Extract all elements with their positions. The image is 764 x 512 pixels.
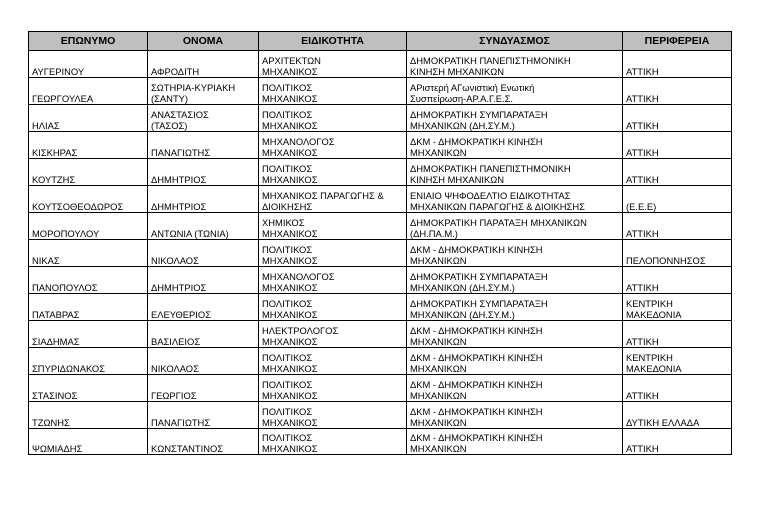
table-row bbox=[29, 213, 732, 240]
table-row bbox=[29, 51, 732, 78]
name-cell bbox=[148, 402, 259, 429]
coalition-cell-line: ΚΙΝΗΣΗ ΜΗΧΑΝΙΚΩΝ bbox=[410, 173, 505, 185]
coalition-cell-line: ΜΗΧΑΝΙΚΩΝ bbox=[410, 335, 467, 347]
table-row bbox=[29, 375, 732, 402]
specialty-cell-line: ΠΟΛΙΤΙΚΟΣ bbox=[262, 108, 313, 120]
region-cell-line: ΑΤΤΙΚΗ bbox=[626, 119, 659, 131]
specialty-cell bbox=[259, 267, 407, 294]
header-region: ΠΕΡΙΦΕΡΕΙΑ bbox=[623, 32, 732, 51]
specialty-cell-line: ΜΗΧΑΝΙΚΟΣ bbox=[262, 442, 318, 454]
specialty-cell bbox=[259, 294, 407, 321]
region-cell bbox=[623, 294, 732, 321]
table-row bbox=[29, 78, 732, 105]
surname-cell: ΣΠΥΡΙΔΩΝΑΚΟΣ bbox=[29, 348, 148, 375]
specialty-cell-line: ΠΟΛΙΤΙΚΟΣ bbox=[262, 378, 313, 390]
name-cell bbox=[148, 105, 259, 132]
region-cell bbox=[623, 186, 732, 213]
region-cell-line: ΜΑΚΕΔΟΝΙΑ bbox=[626, 308, 682, 320]
specialty-cell bbox=[259, 429, 407, 455]
coalition-cell-line: ΔΚΜ - ΔΗΜΟΚΡΑΤΙΚΗ ΚΙΝΗΣΗ bbox=[410, 431, 543, 443]
surname-cell: ΣΙΑΔΗΜΑΣ bbox=[29, 321, 148, 348]
coalition-cell-line: ΔΗΜΟΚΡΑΤΙΚΗ ΠΑΡΑΤΑΞΗ ΜΗΧΑΝΙΚΩΝ bbox=[410, 216, 587, 228]
specialty-cell-line: ΜΗΧΑΝΙΚΟΣ bbox=[262, 254, 318, 266]
surname-cell: ΠΑΤΑΒΡΑΣ bbox=[29, 294, 148, 321]
coalition-cell-line: ΔΗΜΟΚΡΑΤΙΚΗ ΠΑΝΕΠΙΣΤΗΜΟΝΙΚΗ bbox=[410, 162, 571, 174]
coalition-cell-line: (ΔΗ.ΠΑ.Μ.) bbox=[410, 227, 458, 239]
region-cell-line: ΑΤΤΙΚΗ bbox=[626, 227, 659, 239]
coalition-cell-line: ΑΡιστερή ΑΓωνιστική Ενωτική bbox=[410, 81, 535, 93]
coalition-cell bbox=[407, 105, 623, 132]
region-cell-line: ΑΤΤΙΚΗ bbox=[626, 281, 659, 293]
region-cell-line: ΑΤΤΙΚΗ bbox=[626, 92, 659, 104]
surname-cell: ΑΥΓΕΡΙΝΟΥ bbox=[29, 51, 148, 78]
region-cell bbox=[623, 348, 732, 375]
specialty-cell-line: ΠΟΛΙΤΙΚΟΣ bbox=[262, 81, 313, 93]
specialty-cell-line: ΠΟΛΙΤΙΚΟΣ bbox=[262, 405, 313, 417]
name-cell-line: ΕΛΕΥΘΕΡΙΟΣ bbox=[151, 308, 211, 320]
specialty-cell bbox=[259, 105, 407, 132]
region-cell bbox=[623, 213, 732, 240]
coalition-cell-line: ΜΗΧΑΝΙΚΩΝ (ΔΗ.ΣΥ.Μ.) bbox=[410, 308, 515, 320]
specialty-cell-line: ΜΗΧΑΝΙΚΟΣ bbox=[262, 335, 318, 347]
specialty-cell-line: ΧΗΜΙΚΟΣ bbox=[262, 216, 305, 228]
coalition-cell-line: ΔΚΜ - ΔΗΜΟΚΡΑΤΙΚΗ ΚΙΝΗΣΗ bbox=[410, 243, 543, 255]
table-row bbox=[29, 294, 732, 321]
table-row bbox=[29, 429, 732, 455]
coalition-cell-line: ΜΗΧΑΝΙΚΩΝ bbox=[410, 146, 467, 158]
region-cell bbox=[623, 375, 732, 402]
header-name: ΟΝΟΜΑ bbox=[148, 32, 259, 51]
region-cell-line: ΑΤΤΙΚΗ bbox=[626, 65, 659, 77]
name-cell-line: ΔΗΜΗΤΡΙΟΣ bbox=[151, 200, 207, 212]
coalition-cell-line: ΜΗΧΑΝΙΚΩΝ bbox=[410, 442, 467, 454]
table-row bbox=[29, 267, 732, 294]
coalition-cell-line: ΜΗΧΑΝΙΚΩΝ bbox=[410, 416, 467, 428]
specialty-cell-line: ΜΗΧΑΝΙΚΟΣ bbox=[262, 281, 318, 293]
name-cell bbox=[148, 348, 259, 375]
name-cell-line: ΝΙΚΟΛΑΟΣ bbox=[151, 254, 199, 266]
surname-cell: ΚΟΥΤΣΟΘΕΟΔΩΡΟΣ bbox=[29, 186, 148, 213]
region-cell bbox=[623, 240, 732, 267]
region-cell-line: ΑΤΤΙΚΗ bbox=[626, 442, 659, 454]
surname-cell: ΝΙΚΑΣ bbox=[29, 240, 148, 267]
name-cell-line: ΑΝΑΣΤΑΣΙΟΣ bbox=[151, 108, 209, 120]
coalition-cell-line: ΔΚΜ - ΔΗΜΟΚΡΑΤΙΚΗ ΚΙΝΗΣΗ bbox=[410, 351, 543, 363]
table-body bbox=[29, 51, 732, 455]
specialty-cell-line: ΠΟΛΙΤΙΚΟΣ bbox=[262, 297, 313, 309]
table-row bbox=[29, 105, 732, 132]
coalition-cell-line: ΜΗΧΑΝΙΚΩΝ bbox=[410, 254, 467, 266]
coalition-cell-line: ΜΗΧΑΝΙΚΩΝ bbox=[410, 362, 467, 374]
specialty-cell bbox=[259, 321, 407, 348]
header-coalition: ΣΥΝΔΥΑΣΜΟΣ bbox=[407, 32, 623, 51]
coalition-cell-line: ΔΚΜ - ΔΗΜΟΚΡΑΤΙΚΗ ΚΙΝΗΣΗ bbox=[410, 378, 543, 390]
coalition-cell bbox=[407, 240, 623, 267]
region-cell-line: (Ε.Ε.Ε) bbox=[626, 200, 657, 212]
specialty-cell-line: ΠΟΛΙΤΙΚΟΣ bbox=[262, 431, 313, 443]
coalition-cell bbox=[407, 321, 623, 348]
specialty-cell-line: ΜΗΧΑΝΙΚΟΣ bbox=[262, 227, 318, 239]
coalition-cell-line: ΚΙΝΗΣΗ ΜΗΧΑΝΙΚΩΝ bbox=[410, 65, 505, 77]
coalition-cell-line: ΜΗΧΑΝΙΚΩΝ ΠΑΡΑΓΩΓΗΣ & ΔΙΟΙΚΗΣΗΣ bbox=[410, 200, 585, 212]
specialty-cell-line: ΔΙΟΙΚΗΣΗΣ bbox=[262, 200, 313, 212]
surname-cell: ΤΖΩΝΗΣ bbox=[29, 402, 148, 429]
specialty-cell-line: ΜΗΧΑΝΙΚΟΣ bbox=[262, 119, 318, 131]
name-cell-line: ΓΕΩΡΓΙΟΣ bbox=[151, 389, 197, 401]
coalition-cell-line: ΔΗΜΟΚΡΑΤΙΚΗ ΠΑΝΕΠΙΣΤΗΜΟΝΙΚΗ bbox=[410, 54, 571, 66]
specialty-cell-line: ΑΡΧΙΤΕΚΤΩΝ bbox=[262, 54, 321, 66]
region-cell-line: ΑΤΤΙΚΗ bbox=[626, 173, 659, 185]
specialty-cell bbox=[259, 213, 407, 240]
specialty-cell-line: ΜΗΧΑΝΟΛΟΓΟΣ bbox=[262, 135, 335, 147]
region-cell-line: ΑΤΤΙΚΗ bbox=[626, 389, 659, 401]
specialty-cell-line: ΜΗΧΑΝΙΚΟΣ bbox=[262, 308, 318, 320]
region-cell-line: ΔΥΤΙΚΗ ΕΛΛΑΔΑ bbox=[626, 416, 700, 428]
coalition-cell-line: ΔΚΜ - ΔΗΜΟΚΡΑΤΙΚΗ ΚΙΝΗΣΗ bbox=[410, 324, 543, 336]
specialty-cell bbox=[259, 348, 407, 375]
surname-cell: ΜΟΡΟΠΟΥΛΟΥ bbox=[29, 213, 148, 240]
specialty-cell bbox=[259, 159, 407, 186]
table-row bbox=[29, 402, 732, 429]
table-row bbox=[29, 240, 732, 267]
surname-cell: ΓΕΩΡΓΟΥΛΕΑ bbox=[29, 78, 148, 105]
name-cell-line: ΠΑΝΑΓΙΩΤΗΣ bbox=[151, 416, 211, 428]
header-surname: ΕΠΩΝΥΜΟ bbox=[29, 32, 148, 51]
name-cell bbox=[148, 186, 259, 213]
coalition-cell bbox=[407, 375, 623, 402]
coalition-cell bbox=[407, 348, 623, 375]
name-cell bbox=[148, 321, 259, 348]
region-cell-line: ΑΤΤΙΚΗ bbox=[626, 146, 659, 158]
name-cell bbox=[148, 78, 259, 105]
surname-cell: ΚΙΣΚΗΡΑΣ bbox=[29, 132, 148, 159]
coalition-cell-line: ΔΗΜΟΚΡΑΤΙΚΗ ΣΥΜΠΑΡΑΤΑΞΗ bbox=[410, 297, 548, 309]
coalition-cell bbox=[407, 213, 623, 240]
name-cell bbox=[148, 429, 259, 455]
name-cell bbox=[148, 240, 259, 267]
region-cell bbox=[623, 159, 732, 186]
coalition-cell-line: ΜΗΧΑΝΙΚΩΝ bbox=[410, 389, 467, 401]
name-cell-line: ΣΩΤΗΡΙΑ-ΚΥΡΙΑΚΗ bbox=[151, 81, 236, 93]
coalition-cell-line: ΕΝΙΑΙΟ ΨΗΦΟΔΕΛΤΙΟ ΕΙΔΙΚΟΤΗΤΑΣ bbox=[410, 189, 571, 201]
coalition-cell-line: ΜΗΧΑΝΙΚΩΝ (ΔΗ.ΣΥ.Μ.) bbox=[410, 281, 515, 293]
coalition-cell-line: ΔΗΜΟΚΡΑΤΙΚΗ ΣΥΜΠΑΡΑΤΑΞΗ bbox=[410, 108, 548, 120]
coalition-cell-line: ΔΗΜΟΚΡΑΤΙΚΗ ΣΥΜΠΑΡΑΤΑΞΗ bbox=[410, 270, 548, 282]
specialty-cell bbox=[259, 186, 407, 213]
region-cell bbox=[623, 267, 732, 294]
specialty-cell bbox=[259, 402, 407, 429]
surname-cell: ΨΩΜΙΑΔΗΣ bbox=[29, 429, 148, 455]
name-cell-line: ΔΗΜΗΤΡΙΟΣ bbox=[151, 173, 207, 185]
specialty-cell bbox=[259, 78, 407, 105]
table-row bbox=[29, 132, 732, 159]
table-row bbox=[29, 321, 732, 348]
specialty-cell-line: ΜΗΧΑΝΙΚΟΣ bbox=[262, 389, 318, 401]
header-row bbox=[29, 32, 732, 51]
specialty-cell-line: ΠΟΛΙΤΙΚΟΣ bbox=[262, 351, 313, 363]
table-row bbox=[29, 348, 732, 375]
coalition-cell-line: ΜΗΧΑΝΙΚΩΝ (ΔΗ.ΣΥ.Μ.) bbox=[410, 119, 515, 131]
region-cell bbox=[623, 51, 732, 78]
specialty-cell bbox=[259, 51, 407, 78]
surname-cell: ΚΟΥΤΖΗΣ bbox=[29, 159, 148, 186]
region-cell-line: ΚΕΝΤΡΙΚΗ bbox=[626, 297, 673, 309]
table-row bbox=[29, 186, 732, 213]
header-specialty: ΕΙΔΙΚΟΤΗΤΑ bbox=[259, 32, 407, 51]
specialty-cell bbox=[259, 240, 407, 267]
region-cell bbox=[623, 78, 732, 105]
surname-cell: ΠΑΝΟΠΟΥΛΟΣ bbox=[29, 267, 148, 294]
region-cell bbox=[623, 429, 732, 455]
region-cell-line: ΑΤΤΙΚΗ bbox=[626, 335, 659, 347]
specialty-cell-line: ΜΗΧΑΝΟΛΟΓΟΣ bbox=[262, 270, 335, 282]
region-cell bbox=[623, 132, 732, 159]
coalition-cell bbox=[407, 132, 623, 159]
coalition-cell bbox=[407, 78, 623, 105]
specialty-cell-line: ΜΗΧΑΝΙΚΟΣ bbox=[262, 416, 318, 428]
region-cell-line: ΠΕΛΟΠΟΝΝΗΣΟΣ bbox=[626, 254, 706, 266]
coalition-cell bbox=[407, 186, 623, 213]
region-cell-line: ΚΕΝΤΡΙΚΗ bbox=[626, 351, 673, 363]
specialty-cell-line: ΜΗΧΑΝΙΚΟΣ bbox=[262, 362, 318, 374]
name-cell bbox=[148, 159, 259, 186]
name-cell bbox=[148, 294, 259, 321]
name-cell-line: ΔΗΜΗΤΡΙΟΣ bbox=[151, 281, 207, 293]
table-row bbox=[29, 159, 732, 186]
coalition-cell-line: Συσπείρωση-ΑΡ.Α.Γ.Ε.Σ. bbox=[410, 92, 513, 104]
name-cell-line: ΑΦΡΟΔΙΤΗ bbox=[151, 65, 200, 77]
specialty-cell-line: ΜΗΧΑΝΙΚΟΣ bbox=[262, 65, 318, 77]
specialty-cell-line: ΜΗΧΑΝΙΚΟΣ ΠΑΡΑΓΩΓΗΣ & bbox=[262, 189, 384, 201]
region-cell bbox=[623, 105, 732, 132]
name-cell-line: ΒΑΣΙΛΕΙΟΣ bbox=[151, 335, 201, 347]
name-cell bbox=[148, 267, 259, 294]
name-cell-line: ΚΩΝΣΤΑΝΤΙΝΟΣ bbox=[151, 442, 224, 454]
name-cell-line: (ΣΑΝΤΥ) bbox=[151, 92, 189, 104]
specialty-cell bbox=[259, 132, 407, 159]
name-cell-line: ΑΝΤΩΝΙΑ (ΤΩΝΙΑ) bbox=[151, 227, 229, 239]
name-cell bbox=[148, 51, 259, 78]
surname-cell: ΣΤΑΣΙΝΟΣ bbox=[29, 375, 148, 402]
specialty-cell-line: ΠΟΛΙΤΙΚΟΣ bbox=[262, 243, 313, 255]
name-cell-line: (ΤΑΣΟΣ) bbox=[151, 119, 188, 131]
name-cell bbox=[148, 375, 259, 402]
coalition-cell bbox=[407, 267, 623, 294]
specialty-cell bbox=[259, 375, 407, 402]
coalition-cell bbox=[407, 51, 623, 78]
specialty-cell-line: ΜΗΧΑΝΙΚΟΣ bbox=[262, 92, 318, 104]
coalition-cell-line: ΔΚΜ - ΔΗΜΟΚΡΑΤΙΚΗ ΚΙΝΗΣΗ bbox=[410, 405, 543, 417]
specialty-cell-line: ΠΟΛΙΤΙΚΟΣ bbox=[262, 162, 313, 174]
candidates-table bbox=[28, 31, 732, 455]
name-cell-line: ΠΑΝΑΓΙΩΤΗΣ bbox=[151, 146, 211, 158]
specialty-cell-line: ΜΗΧΑΝΙΚΟΣ bbox=[262, 173, 318, 185]
coalition-cell bbox=[407, 402, 623, 429]
coalition-cell bbox=[407, 294, 623, 321]
name-cell bbox=[148, 132, 259, 159]
region-cell bbox=[623, 321, 732, 348]
region-cell bbox=[623, 402, 732, 429]
specialty-cell-line: ΗΛΕΚΤΡΟΛΟΓΟΣ bbox=[262, 324, 339, 336]
surname-cell: ΗΛΙΑΣ bbox=[29, 105, 148, 132]
specialty-cell-line: ΜΗΧΑΝΙΚΟΣ bbox=[262, 146, 318, 158]
name-cell bbox=[148, 213, 259, 240]
coalition-cell bbox=[407, 159, 623, 186]
coalition-cell-line: ΔΚΜ - ΔΗΜΟΚΡΑΤΙΚΗ ΚΙΝΗΣΗ bbox=[410, 135, 543, 147]
region-cell-line: ΜΑΚΕΔΟΝΙΑ bbox=[626, 362, 682, 374]
name-cell-line: ΝΙΚΟΛΑΟΣ bbox=[151, 362, 199, 374]
coalition-cell bbox=[407, 429, 623, 455]
